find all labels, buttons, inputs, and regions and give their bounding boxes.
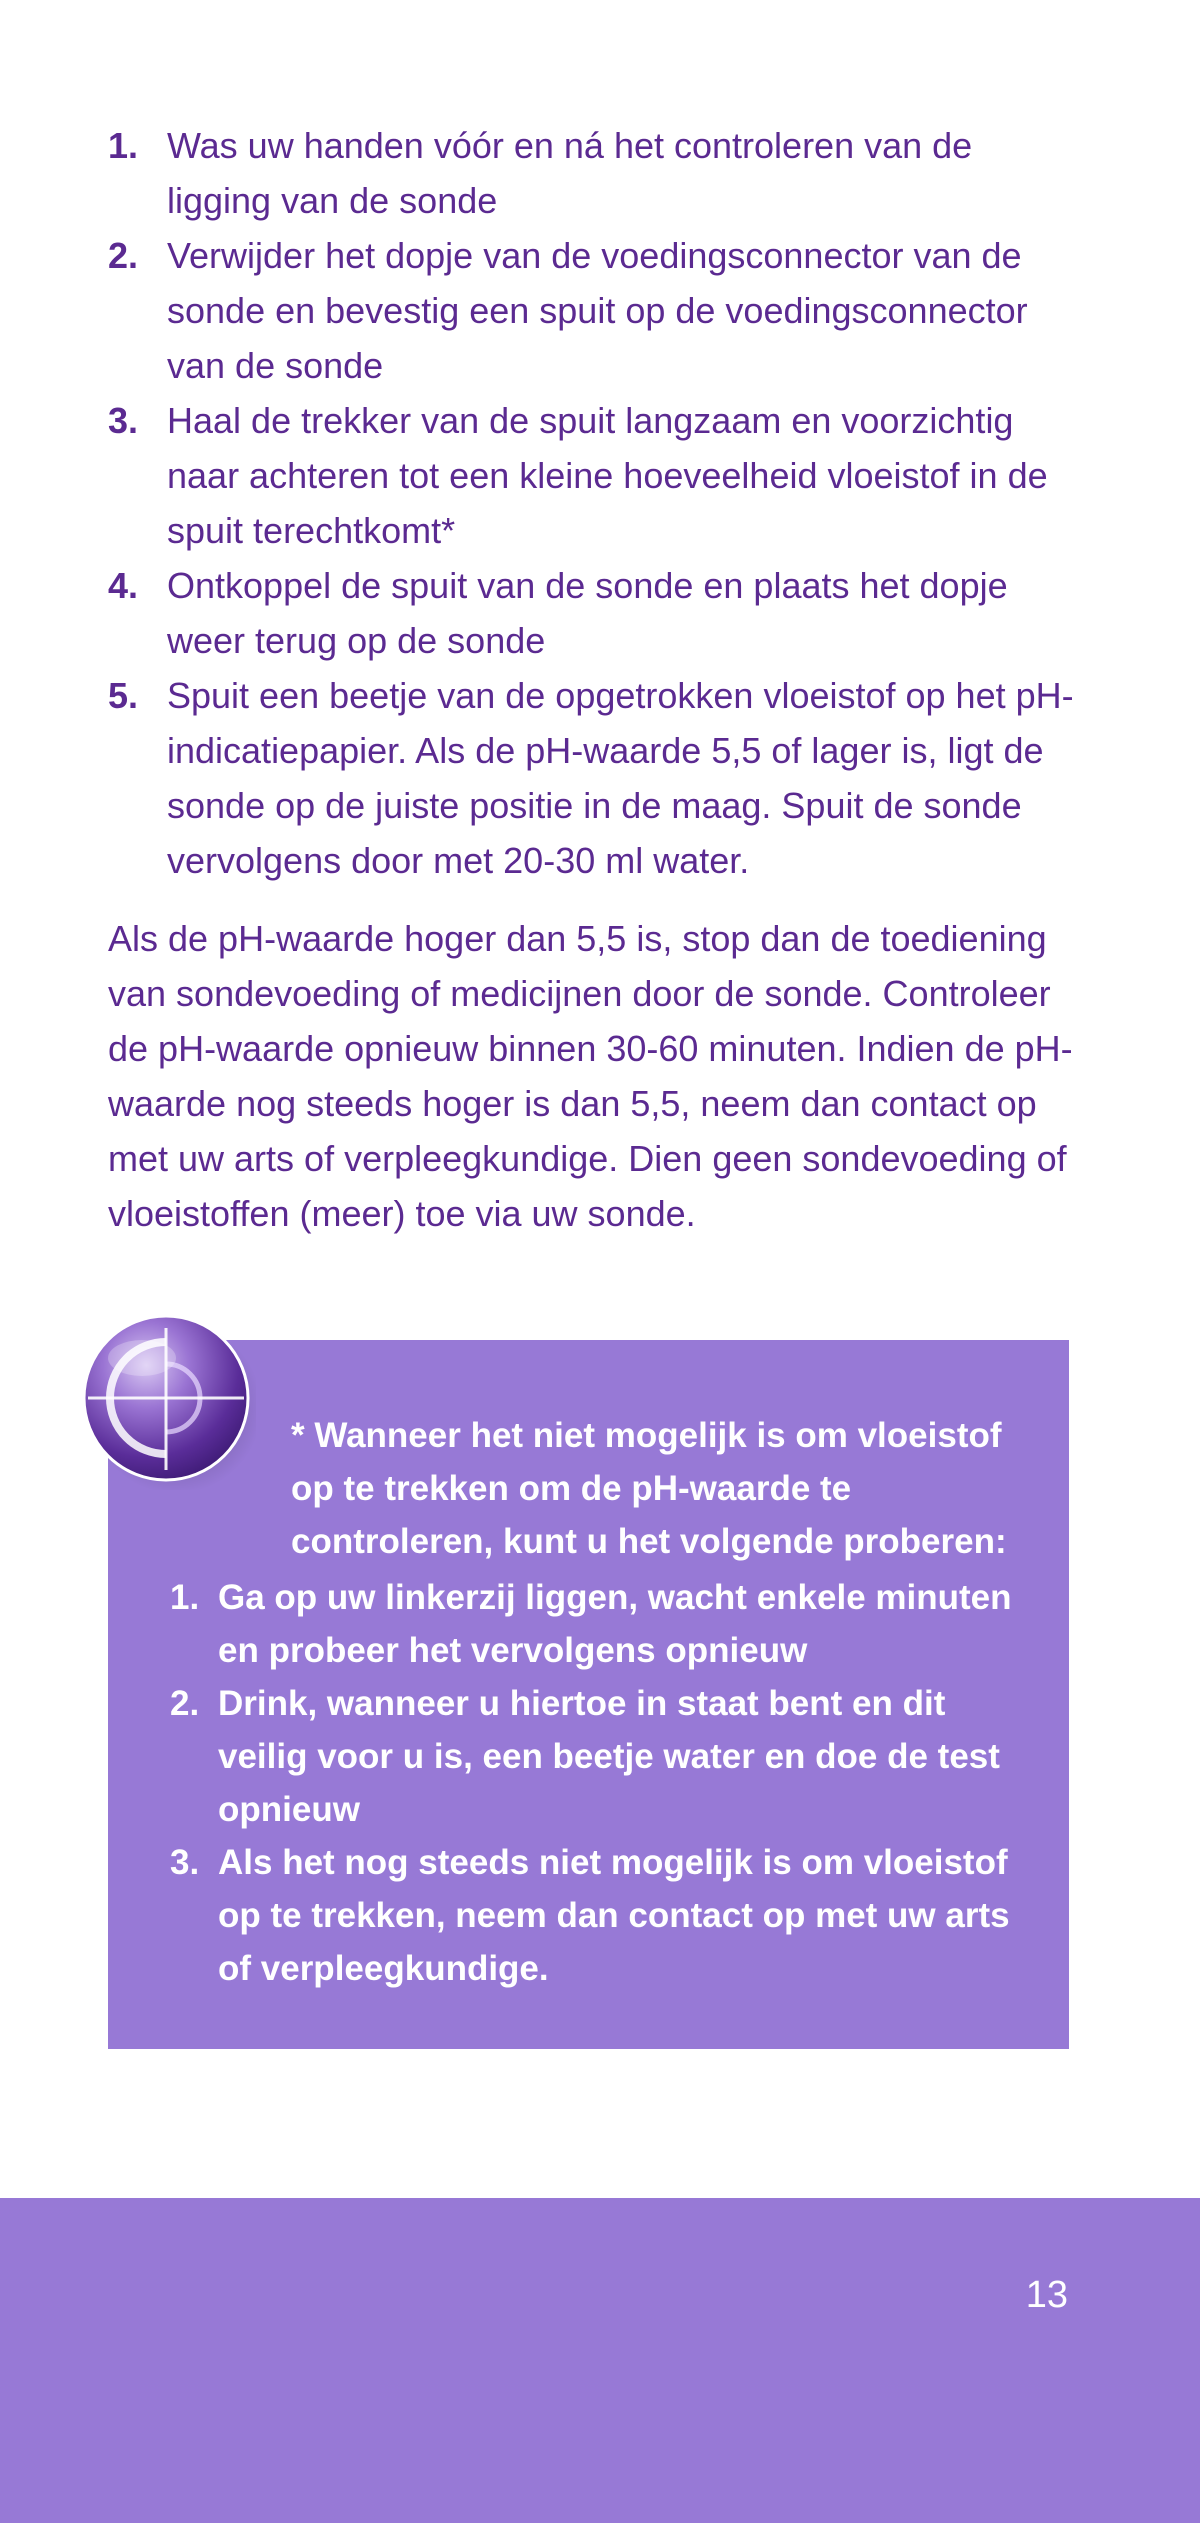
step-number: 5. xyxy=(108,675,139,716)
callout-item-text: Ga op uw linkerzij liggen, wacht enkele minuten en probeer het vervolgens opnieuw xyxy=(218,1578,1012,1670)
step-item xyxy=(108,228,1083,393)
step-number: 4. xyxy=(108,565,139,606)
callout-alternatives-list xyxy=(170,1571,1030,1995)
footer-band xyxy=(0,2198,1200,2523)
step-number: 1. xyxy=(108,125,139,166)
callout-list-item xyxy=(170,1571,1030,1677)
callout-item-number: 2. xyxy=(170,1684,200,1723)
callout-item-number: 3. xyxy=(170,1843,200,1882)
callout-item-text: Als het nog steeds niet mogelijk is om vloeistof op te trekken, neem dan contact op met uw arts of verpleegkundige. xyxy=(218,1843,1010,1988)
step-item xyxy=(108,668,1083,888)
page-number: 13 xyxy=(1025,2274,1068,2316)
callout-item-number: 1. xyxy=(170,1578,200,1617)
callout-list-item xyxy=(170,1677,1030,1836)
step-text: Ontkoppel de spuit van de sonde en plaats het dopje weer terug op de sonde xyxy=(167,565,1008,661)
step-text: Verwijder het dopje van de voedingsconnector van de sonde en bevestig een spuit op de voedingsconnector van de sonde xyxy=(167,235,1028,386)
step-text: Was uw handen vóór en ná het controleren van de ligging van de sonde xyxy=(167,125,973,221)
step-text: Spuit een beetje van de opgetrokken vloeistof op het pH-indicatiepapier. Als de pH-waarde 5,5 of lager is, ligt de sonde op de juiste positie in de maag. Spuit de sonde vervolgens door met 20-30 ml water. xyxy=(167,675,1074,881)
callout-item-text: Drink, wanneer u hiertoe in staat bent en dit veilig voor u is, een beetje water en doe de test opnieuw xyxy=(218,1684,1000,1829)
instruction-steps xyxy=(108,118,1083,888)
step-item xyxy=(108,118,1083,228)
step-number: 2. xyxy=(108,235,139,276)
step-number: 3. xyxy=(108,400,139,441)
step-text: Haal de trekker van de spuit langzaam en voorzichtig naar achteren tot een kleine hoeveelheid vloeistof in de spuit terechtkomt* xyxy=(167,400,1048,551)
callout-intro-text: * Wanneer het niet mogelijk is om vloeistof op te trekken om de pH-waarde te controleren, kunt u het volgende proberen: xyxy=(291,1416,1007,1561)
step-item xyxy=(108,393,1083,558)
step-item xyxy=(108,558,1083,668)
crosshair-target-icon xyxy=(76,1310,256,1490)
callout-list-item xyxy=(170,1836,1030,1995)
ph-warning-paragraph: Als de pH-waarde hoger dan 5,5 is, stop dan de toediening van sondevoeding of medicijnen door de sonde. Controleer de pH-waarde opnieuw binnen 30-60 minuten. Indien de pH-waarde nog steeds hoger is dan 5,5, neem dan contact op met uw arts of verpleegkundige. Dien geen sondevoeding of vloeistoffen (meer) toe via uw sonde. xyxy=(108,918,1073,1234)
